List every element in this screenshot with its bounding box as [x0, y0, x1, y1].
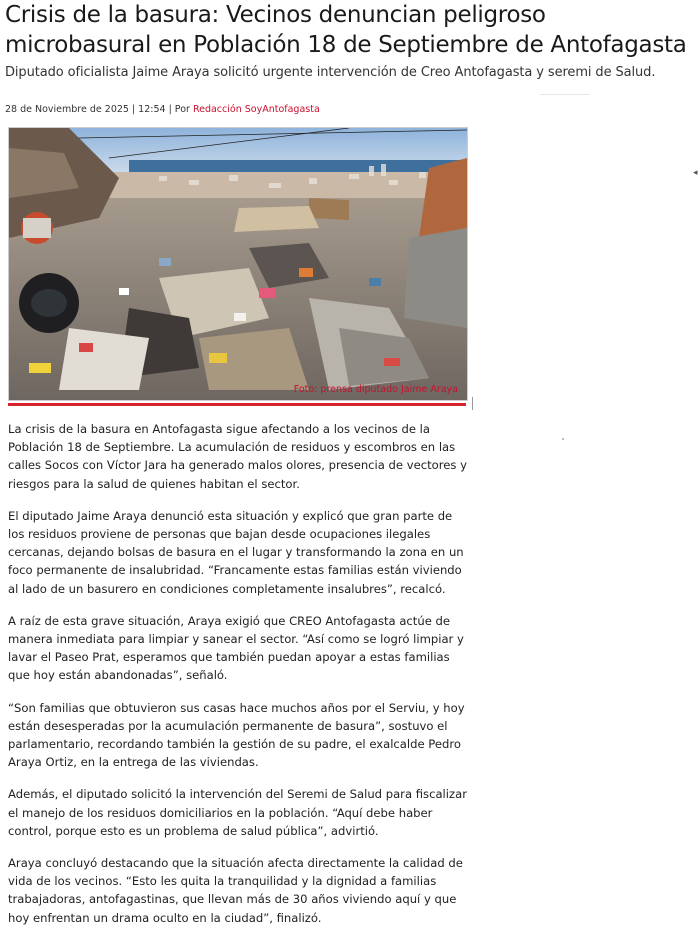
paragraph: A raíz de esta grave situación, Araya exigió que CREO Antofagasta actúe de manera inmediata para limpiar y sanear el sector. “Así como se logró limpiar y lavar el Paseo Prat, esperamos que también puedan apoyar a estas familias que hoy están abandonadas”, señaló.: [8, 613, 464, 683]
article-subtitle: Diputado oficialista Jaime Araya solicitó urgente intervención de Creo Antofagasta y seremi de Salud.: [5, 65, 656, 80]
article-body: [8, 420, 468, 941]
author-link[interactable]: Redacción SoyAntofagasta: [192, 104, 320, 115]
paragraph: La crisis de la basura en Antofagasta sigue afectando a los vecinos de la Población 18 de Septiembre. La acumulación de residuos y escombros en las calles Socos con Víctor Jara ha generado malos olores, presencia de vectores y riesgos para la salud de quienes habitan el sector.: [8, 422, 467, 491]
article-title: Crisis de la basura: Vecinos denuncian peligroso microbasural en Población 18 de Septiembre de Antofagasta: [5, 2, 687, 58]
article-photo: [8, 127, 468, 401]
paragraph: El diputado Jaime Araya denunció esta situación y explicó que gran parte de los residuos proviene de personas que bajan desde ocupaciones ilegales cercanas, dejando bolsas de basura en el lugar y transformando la zona en un foco permanente de insalubridad. “Francamente estas familias están viviendo al lado de un basurero en condiciones completamente insalubres”, recalcó.: [8, 508, 464, 596]
decorative-dot: [562, 438, 564, 440]
photo-caption: Foto: prensa diputado Jaime Araya: [293, 384, 458, 395]
paragraph: Además, el diputado solicitó la intervención del Seremi de Salud para fiscalizar el manejo de los residuos domiciliarios en la población. “Aquí debe haber control, porque esto es un problema de salud pública”, advirtió.: [8, 787, 467, 838]
divider: [472, 397, 473, 410]
paragraph: Araya concluyó destacando que la situación afecta directamente la calidad de vida de los vecinos. “Esto les quita la tranquilidad y la dignidad a familias trabajadoras, antofagastinas, que llevan más de 30 años viviendo aquí y que hoy enfrentan un drama oculto en la ciudad”, finalizó.: [8, 856, 463, 925]
scroll-arrow-icon[interactable]: ◂: [693, 168, 698, 178]
divider: [540, 94, 590, 95]
photo-garbage-scene: [9, 128, 467, 400]
photo-caption-bar: [8, 381, 466, 406]
article-meta: [5, 104, 320, 115]
article-date: 28 de Noviembre de 2025 | 12:54 | Por: [5, 104, 193, 115]
paragraph: “Son familias que obtuvieron sus casas hace muchos años por el Serviu, y hoy están desesperadas por la acumulación permanente de basura”, sostuvo el parlamentario, recordando también la gestión de su padre, el exalcalde Pedro Araya Ortiz, en la entrega de las viviendas.: [8, 700, 465, 770]
